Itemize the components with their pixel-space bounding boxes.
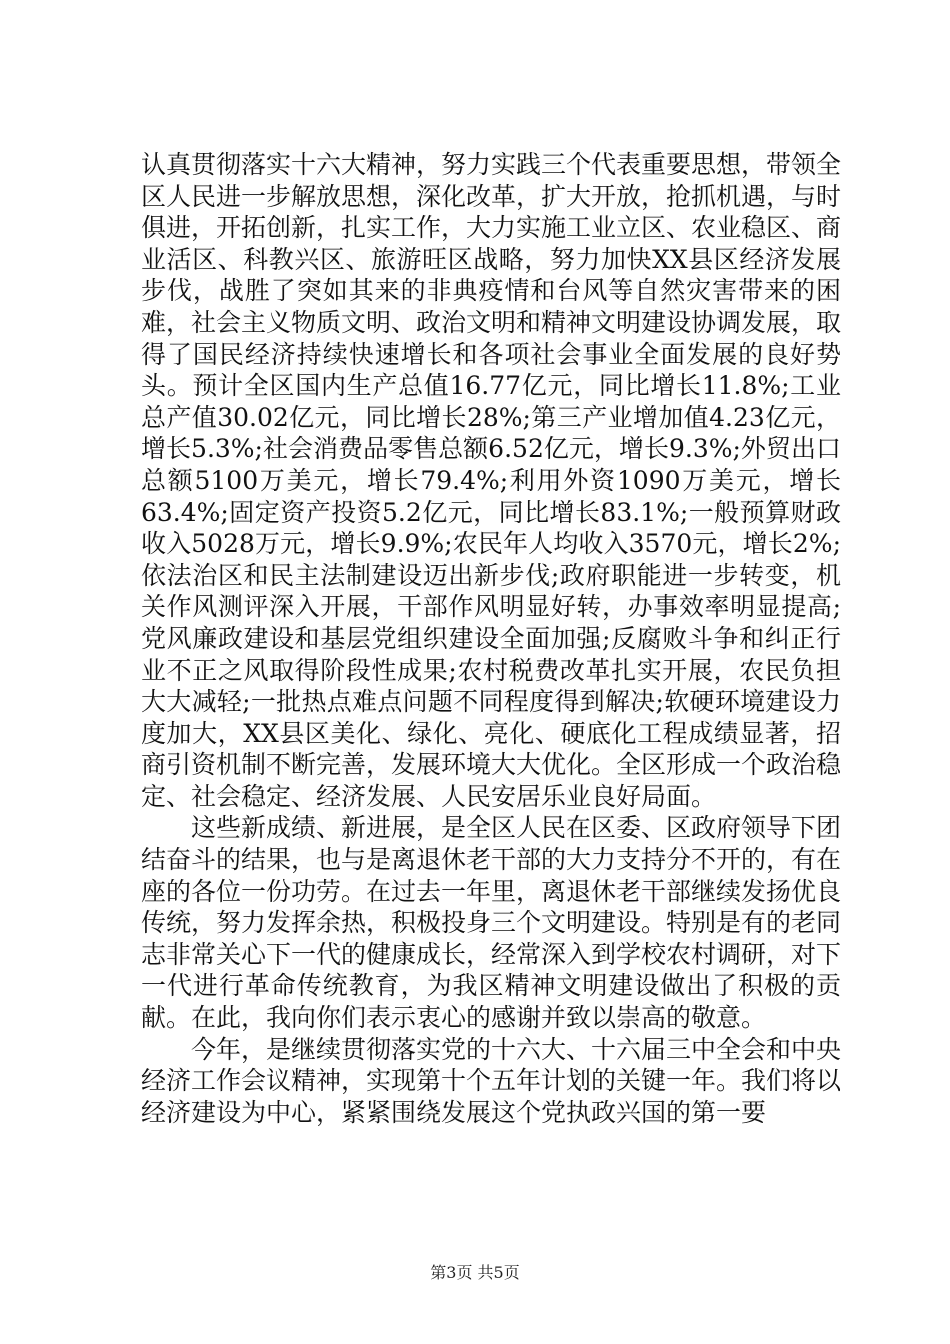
paragraph-2: 这些新成绩、新进展，是全区人民在区委、区政府领导下团结奋斗的结果，也与是离退休老干部的大力支持分不开的，有在座的各位一份功劳。在过去一年里，离退休老干部继续发扬优良传统，努力发挥余热，积极投身三个文明建设。特别是有的老同志非常关心下一代的健康成长，经常深入到学校农村调研，对下一代进行革命传统教育，为我区精神文明建设做出了积极的贡献。在此，我向你们表示衷心的感谢并致以崇高的敬意。 [141,813,842,1033]
paragraph-3: 今年，是继续贯彻落实党的十六大、十六届三中全会和中央经济工作会议精神，实现第十个五年计划的关键一年。我们将以经济建设为中心，紧紧围绕发展这个党执政兴国的第一要 [141,1034,842,1127]
page-footer: 第3页 共5页 [430,1263,520,1282]
document-body [141,149,841,1128]
paragraph-1: 认真贯彻落实十六大精神，努力实践三个代表重要思想，带领全区人民进一步解放思想，深化改革，扩大开放，抢抓机遇，与时俱进，开拓创新，扎实工作，大力实施工业立区、农业稳区、商业活区、科教兴区、旅游旺区战略，努力加快XX县区经济发展步伐，战胜了突如其来的非典疫情和台风等自然灾害带来的困难，社会主义物质文明、政治文明和精神文明建设协调发展，取得了国民经济持续快速增长和各项社会事业全面发展的良好势头。预计全区国内生产总值16.77亿元，同比增长11.8%;工业总产值30.02亿元，同比增长28%;第三产业增加值4.23亿元，增长5.3%;社会消费品零售总额6.52亿元，增长9.3%;外贸出口总额5100万美元，增长79.4%;利用外资1090万美元，增长63.4%;固定资产投资5.2亿元，同比增长83.1%;一般预算财政收入5028万元，增长9.9%;农民年人均收入3570元，增长2%;依法治区和民主法制建设迈出新步伐;政府职能进一步转变，机关作风测评深入开展，干部作风明显好转，办事效率明显提高;党风廉政建设和基层党组织建设全面加强;反腐败斗争和纠正行业不正之风取得阶段性成果;农村税费改革扎实开展，农民负担大大减轻;一批热点难点问题不同程度得到解决;软硬环境建设力度加大，XX县区美化、绿化、亮化、硬底化工程成绩显著，招商引资机制不断完善，发展环境大大优化。全区形成一个政治稳定、社会稳定、经济发展、人民安居乐业良好局面。 [141,150,842,811]
